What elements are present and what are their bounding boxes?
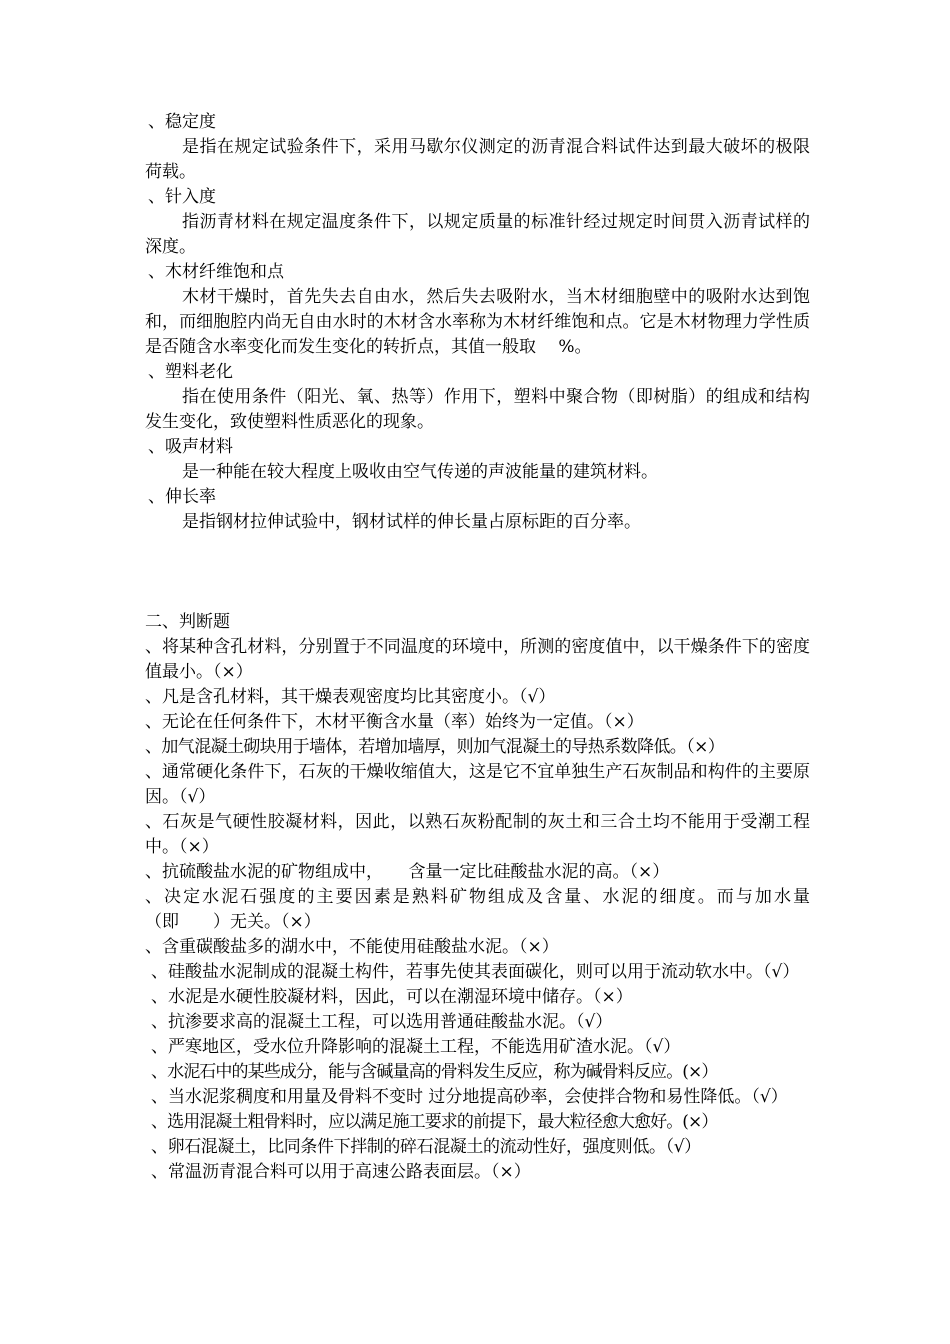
term-definition: 指在使用条件（阳光、氧、热等）作用下，塑料中聚合物（即树脂）的组成和结构发生变化，致使塑料性质恶化的现象。 bbox=[145, 387, 810, 432]
question-item: 、水泥石中的某些成分，能与含碱量高的骨料发生反应，称为碱骨料反应。(×） bbox=[151, 1062, 718, 1082]
question-item: 、决定水泥石强度的主要因素是熟料矿物组成及含量、水泥的细度。而与加水量（即 ）无关。（×） bbox=[145, 887, 810, 932]
question-item: 、选用混凝土粗骨料时，应以满足施工要求的前提下，最大粒径愈大愈好。(×） bbox=[151, 1112, 718, 1132]
term-title: 、吸声材料 bbox=[148, 437, 233, 457]
term-title: 、针入度 bbox=[148, 187, 216, 207]
question-item: 、通常硬化条件下，石灰的干燥收缩值大，这是它不宜单独生产石灰制品和构件的主要原因。（√） bbox=[145, 762, 810, 807]
question-item: 、石灰是气硬性胶凝材料，因此，以熟石灰粉配制的灰土和三合土均不能用于受潮工程中。（×） bbox=[145, 812, 810, 857]
question-item: 、含重碳酸盐多的湖水中，不能使用硅酸盐水泥。（×） bbox=[145, 937, 559, 957]
document-page bbox=[145, 110, 810, 1185]
term-definition: 是指在规定试验条件下，采用马歇尔仪测定的沥青混合料试件达到最大破坏的极限荷载。 bbox=[145, 137, 810, 182]
question-item: 、卵石混凝土，比同条件下拌制的碎石混凝土的流动性好，强度则低。（√） bbox=[151, 1137, 701, 1157]
term-list bbox=[145, 110, 810, 535]
question-item: 、无论在任何条件下，木材平衡含水量（率）始终为一定值。（×） bbox=[145, 712, 644, 732]
term-definition: 是一种能在较大程度上吸收由空气传递的声波能量的建筑材料。 bbox=[182, 462, 658, 482]
term-title: 、伸长率 bbox=[148, 487, 216, 507]
term-title: 、塑料老化 bbox=[148, 362, 233, 382]
question-item: 、常温沥青混合料可以用于高速公路表面层。（×） bbox=[151, 1162, 531, 1182]
section-title: 二、判断题 bbox=[145, 612, 230, 632]
term-title: 、木材纤维饱和点 bbox=[148, 262, 284, 282]
question-item: 、硅酸盐水泥制成的混凝土构件，若事先使其表面碳化，则可以用于流动软水中。（√） bbox=[151, 962, 800, 982]
term-definition: 指沥青材料在规定温度条件下，以规定质量的标准针经过规定时间贯入沥青试样的深度。 bbox=[145, 212, 810, 257]
question-item: 、水泥是水硬性胶凝材料，因此，可以在潮湿环境中储存。（×） bbox=[151, 987, 633, 1007]
question-item: 、严寒地区，受水位升降影响的混凝土工程，不能选用矿渣水泥。（√） bbox=[151, 1037, 681, 1057]
question-item: 、抗硫酸盐水泥的矿物组成中， 含量一定比硅酸盐水泥的高。（×） bbox=[145, 862, 670, 882]
question-list bbox=[145, 635, 810, 1185]
question-item: 、加气混凝土砌块用于墙体，若增加墙厚，则加气混凝土的导热系数降低。（×） bbox=[145, 737, 725, 757]
term-title: 、稳定度 bbox=[148, 112, 216, 132]
section-gap bbox=[145, 535, 810, 610]
question-item: 、当水泥浆稠度和用量及骨料不变时 过分地提高砂率，会使拌合物和易性降低。（√） bbox=[151, 1087, 788, 1107]
question-item: 、将某种含孔材料，分别置于不同温度的环境中，所测的密度值中，以干燥条件下的密度值最小。（×） bbox=[145, 637, 810, 682]
term-definition: 木材干燥时，首先失去自由水，然后失去吸附水，当木材细胞壁中的吸附水达到饱和，而细胞腔内尚无自由水时的木材含水率称为木材纤维饱和点。它是木材物理力学性质是否随含水率变化而发生变化的转折点，其值一般取 %。 bbox=[145, 287, 810, 357]
term-definition: 是指钢材拉伸试验中，钢材试样的伸长量占原标距的百分率。 bbox=[182, 512, 641, 532]
question-item: 、凡是含孔材料，其干燥表观密度均比其密度小。（√） bbox=[145, 687, 556, 707]
question-item: 、抗渗要求高的混凝土工程，可以选用普通硅酸盐水泥。（√） bbox=[151, 1012, 613, 1032]
